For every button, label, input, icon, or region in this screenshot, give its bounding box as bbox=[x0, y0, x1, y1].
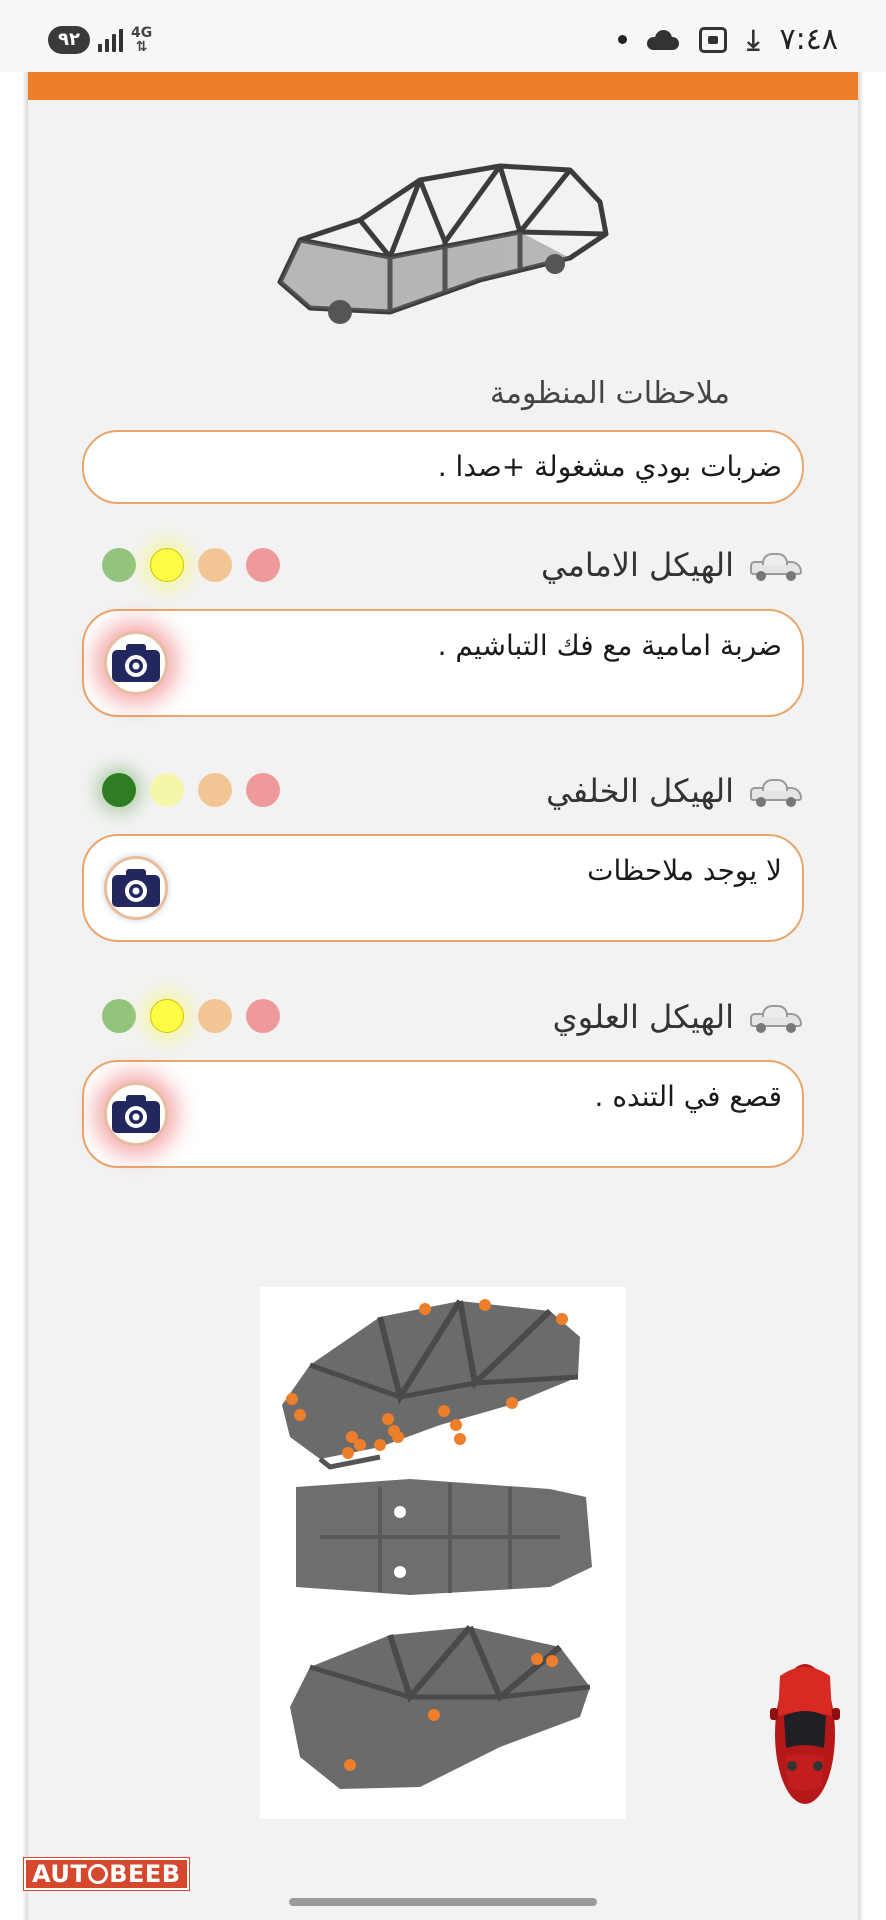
section-upper-label: الهيكل العلوي bbox=[552, 998, 734, 1036]
rating-yellow-light[interactable] bbox=[150, 548, 184, 582]
front-chassis-icon bbox=[748, 551, 804, 579]
network-type: 4G ⇅ bbox=[130, 25, 153, 55]
status-right bbox=[618, 22, 838, 57]
page-edge-right bbox=[858, 72, 886, 1920]
rear-notes-box bbox=[82, 834, 804, 942]
logo-text-part2: BEEB bbox=[109, 1860, 181, 1888]
upper-chassis-icon bbox=[748, 1003, 804, 1031]
rating-orange-light[interactable] bbox=[198, 548, 232, 582]
signal-icon bbox=[98, 28, 123, 52]
rating-yellow-light[interactable] bbox=[150, 773, 184, 807]
camera-icon bbox=[111, 643, 161, 683]
home-indicator[interactable] bbox=[289, 1898, 597, 1906]
rear-notes-text: لا يوجد ملاحظات bbox=[587, 854, 782, 887]
system-notes-box bbox=[82, 430, 804, 504]
logo-wheel-icon bbox=[88, 1864, 108, 1884]
floating-car-button[interactable] bbox=[766, 1656, 844, 1808]
system-notes-text: ضربات بودي مشغولة +صدا . bbox=[437, 450, 782, 483]
rear-chassis-icon bbox=[748, 777, 804, 805]
section-rear-header bbox=[546, 772, 804, 810]
upper-notes-text: قصع في التنده . bbox=[594, 1080, 782, 1113]
upper-camera-button[interactable] bbox=[104, 1082, 168, 1146]
upper-rating-lights bbox=[102, 999, 280, 1033]
rear-rating-lights bbox=[102, 773, 280, 807]
clock: ٧:٤٨ bbox=[779, 22, 838, 57]
front-notes-box bbox=[82, 609, 804, 717]
status-bar bbox=[0, 0, 886, 72]
rating-red-light[interactable] bbox=[246, 999, 280, 1033]
autobeeb-logo[interactable] bbox=[24, 1858, 189, 1890]
section-front-header bbox=[541, 546, 804, 584]
rating-red-light[interactable] bbox=[246, 548, 280, 582]
section-upper-header bbox=[553, 998, 804, 1036]
upper-notes-box bbox=[82, 1060, 804, 1168]
rating-red-light[interactable] bbox=[246, 773, 280, 807]
camera-icon bbox=[111, 868, 161, 908]
rating-green-light[interactable] bbox=[102, 773, 136, 807]
download-icon: ⤓ bbox=[747, 22, 760, 56]
section-rear-label: الهيكل الخلفي bbox=[546, 772, 734, 810]
system-notes-title: ملاحظات المنظومة bbox=[489, 376, 730, 411]
notification-dot-icon bbox=[618, 35, 627, 44]
diagram-chassis-rear bbox=[290, 1627, 590, 1789]
logo-text-part1: AUT bbox=[32, 1860, 88, 1888]
camera-icon bbox=[111, 1094, 161, 1134]
battery-indicator: ٩٢ bbox=[48, 26, 90, 54]
front-notes-text: ضربة امامية مع فك التباشيم . bbox=[437, 629, 782, 662]
status-left bbox=[48, 26, 152, 54]
rating-green-light[interactable] bbox=[102, 548, 136, 582]
diagram-chassis-perspective bbox=[282, 1301, 580, 1467]
diagram-floor-pan bbox=[296, 1479, 592, 1595]
rating-yellow-light[interactable] bbox=[150, 999, 184, 1033]
chassis-damage-diagram bbox=[260, 1287, 626, 1819]
card-header-bar bbox=[28, 72, 858, 100]
page-edge-left bbox=[0, 72, 28, 1920]
section-front-label: الهيكل الامامي bbox=[541, 546, 734, 584]
cloud-icon bbox=[647, 30, 679, 50]
rating-orange-light[interactable] bbox=[198, 773, 232, 807]
screenshot-icon bbox=[699, 27, 727, 53]
rear-camera-button[interactable] bbox=[104, 856, 168, 920]
front-rating-lights bbox=[102, 548, 280, 582]
rating-orange-light[interactable] bbox=[198, 999, 232, 1033]
chassis-hero-image bbox=[270, 162, 616, 330]
front-camera-button[interactable] bbox=[104, 631, 168, 695]
rating-green-light[interactable] bbox=[102, 999, 136, 1033]
